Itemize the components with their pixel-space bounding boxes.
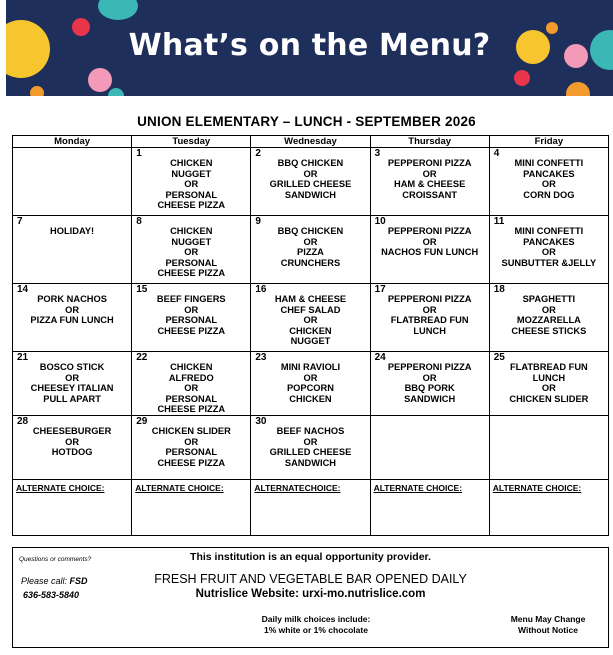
week-row: [13, 148, 609, 216]
day-number: 14: [17, 284, 29, 295]
day-number: 30: [255, 416, 267, 427]
day-number: 29: [136, 416, 148, 427]
day-cell: [132, 352, 251, 416]
day-number: 9: [255, 216, 261, 227]
day-number: 7: [17, 216, 23, 227]
call-name: FSD: [69, 576, 88, 586]
menu-text: MINI CONFETTI PANCAKES OR SUNBUTTER &JELLY: [501, 226, 597, 268]
menu-text: BBQ CHICKEN OR GRILLED CHEESE SANDWICH: [269, 158, 352, 200]
day-header-wednesday: Wednesday: [251, 136, 370, 148]
day-cell: [132, 416, 251, 480]
day-number: 3: [374, 148, 381, 159]
week-row: [13, 416, 609, 480]
day-number: 15: [136, 284, 148, 295]
day-cell: [489, 352, 608, 416]
week-row: [13, 352, 609, 416]
menu-text: PEPPERONI PIZZA OR FLATBREAD FUN LUNCH: [387, 294, 472, 336]
decor-dot: [88, 68, 112, 92]
alternate-choice-cell: [13, 480, 132, 536]
milk-line-1: Daily milk choices include:: [261, 614, 371, 624]
day-cell: [13, 416, 132, 480]
day-header-tuesday: Tuesday: [132, 136, 251, 148]
day-cell: [132, 148, 251, 216]
decor-dot: [108, 88, 124, 96]
day-number: 28: [17, 416, 29, 427]
menu-text: PEPPERONI PIZZA OR NACHOS FUN LUNCH: [381, 226, 479, 258]
milk-choices: [233, 614, 399, 636]
day-number: 21: [17, 352, 29, 363]
menu-text: BEEF NACHOS OR GRILLED CHEESE SANDWICH: [269, 426, 352, 468]
day-number: 22: [136, 352, 148, 363]
day-cell: [489, 148, 608, 216]
day-number: 18: [493, 284, 505, 295]
phone-number: 636-583-5840: [23, 590, 80, 600]
alternate-choice-label: ALTERNATE CHOICE:: [373, 483, 463, 493]
alternate-choice-cell: [251, 480, 370, 536]
day-number: 11: [493, 216, 505, 227]
alternate-choice-label: ALTERNATE CHOICE:: [16, 483, 105, 493]
menu-text: BOSCO STICK OR CHEESEY ITALIAN PULL APART: [30, 362, 114, 404]
day-number: 4: [493, 148, 500, 159]
day-cell: [370, 284, 489, 352]
day-cell: [13, 148, 132, 216]
page-title: UNION ELEMENTARY – LUNCH - SEPTEMBER 2026: [137, 114, 476, 129]
day-number: 2: [255, 148, 261, 159]
day-cell: [251, 216, 370, 284]
menu-text: CHICKEN ALFREDO OR PERSONAL CHEESE PIZZA: [157, 362, 226, 415]
call-label: Please call:: [21, 576, 70, 586]
fresh-bar-notice: FRESH FRUIT AND VEGETABLE BAR OPENED DAILY: [154, 572, 467, 586]
menu-text: CHEESEBURGER OR HOTDOG: [32, 426, 112, 458]
day-cell: [13, 352, 132, 416]
day-cell: [251, 352, 370, 416]
day-cell: [489, 284, 608, 352]
week-row: [13, 216, 609, 284]
change-line-1: Menu May Change: [510, 614, 586, 624]
menu-text: BEEF FINGERS OR PERSONAL CHEESE PIZZA: [156, 294, 226, 336]
menu-text: FLATBREAD FUN LUNCH OR CHICKEN SLIDER: [509, 362, 589, 404]
alternate-choice-label: ALTERNATE CHOICE:: [135, 483, 224, 493]
day-cell: [251, 284, 370, 352]
day-cell: [489, 216, 608, 284]
menu-text: CHICKEN NUGGET OR PERSONAL CHEESE PIZZA: [157, 226, 226, 279]
banner-title: What’s on the Menu?: [128, 28, 491, 63]
menu-text: PORK NACHOS OR PIZZA FUN LUNCH: [30, 294, 114, 326]
day-cell: [370, 216, 489, 284]
day-cell: [13, 284, 132, 352]
menu-change-notice: [498, 614, 598, 636]
day-cell: [13, 216, 132, 284]
change-line-2: Without Notice: [518, 625, 578, 635]
day-header-thursday: Thursday: [370, 136, 489, 148]
menu-text: PEPPERONI PIZZA OR BBQ PORK SANDWICH: [387, 362, 472, 404]
day-number: 24: [374, 352, 386, 363]
menu-text: MINI RAVIOLI OR POPCORN CHICKEN: [280, 362, 341, 404]
alternate-choice-label: ALTERNATECHOICE:: [254, 483, 341, 493]
menu-text: BBQ CHICKEN OR PIZZA CRUNCHERS: [277, 226, 344, 268]
day-cell: [370, 416, 489, 480]
questions-text: Questions or comments?: [19, 556, 92, 563]
day-cell: [370, 352, 489, 416]
website-text: Nutrislice Website: urxi-mo.nutrislice.com: [195, 588, 426, 600]
day-number: 10: [374, 216, 386, 227]
decor-dot: [30, 86, 44, 96]
decor-dot: [566, 82, 590, 96]
milk-line-2: 1% white or 1% chocolate: [264, 625, 368, 635]
alternate-choice-cell: [132, 480, 251, 536]
day-cell: [132, 284, 251, 352]
day-cell: [489, 416, 608, 480]
lunch-calendar: [12, 135, 609, 536]
alternate-choice-label: ALTERNATE CHOICE:: [492, 483, 582, 493]
day-cell: [251, 148, 370, 216]
day-number: 1: [136, 148, 142, 159]
decor-dot: [514, 70, 530, 86]
equal-opportunity-text: This institution is an equal opportunity provider.: [190, 551, 431, 563]
day-header-monday: Monday: [13, 136, 132, 148]
menu-text: PEPPERONI PIZZA OR HAM & CHEESE CROISSANT: [387, 158, 472, 200]
alternate-choice-row: [13, 480, 609, 536]
day-header-friday: Friday: [489, 136, 608, 148]
menu-text: CHICKEN NUGGET OR PERSONAL CHEESE PIZZA: [157, 158, 226, 211]
day-cell: [251, 416, 370, 480]
menu-text: HAM & CHEESE CHEF SALAD OR CHICKEN NUGGET: [274, 294, 347, 347]
alternate-choice-cell: [370, 480, 489, 536]
day-number: 23: [255, 352, 267, 363]
day-cell: [370, 148, 489, 216]
menu-text: SPAGHETTI OR MOZZARELLA CHEESE STICKS: [511, 294, 587, 336]
day-number: 16: [255, 284, 267, 295]
day-number: 25: [493, 352, 505, 363]
week-row: [13, 284, 609, 352]
day-number: 8: [136, 216, 142, 227]
decor-dot: [98, 0, 138, 20]
menu-banner: [6, 0, 613, 96]
footer-panel: [12, 547, 609, 648]
day-cell: [132, 216, 251, 284]
alternate-choice-cell: [489, 480, 608, 536]
menu-text: MINI CONFETTI PANCAKES OR CORN DOG: [514, 158, 584, 200]
day-number: 17: [374, 284, 386, 295]
menu-text: HOLIDAY!: [50, 226, 95, 236]
menu-text: CHICKEN SLIDER OR PERSONAL CHEESE PIZZA: [151, 426, 231, 468]
